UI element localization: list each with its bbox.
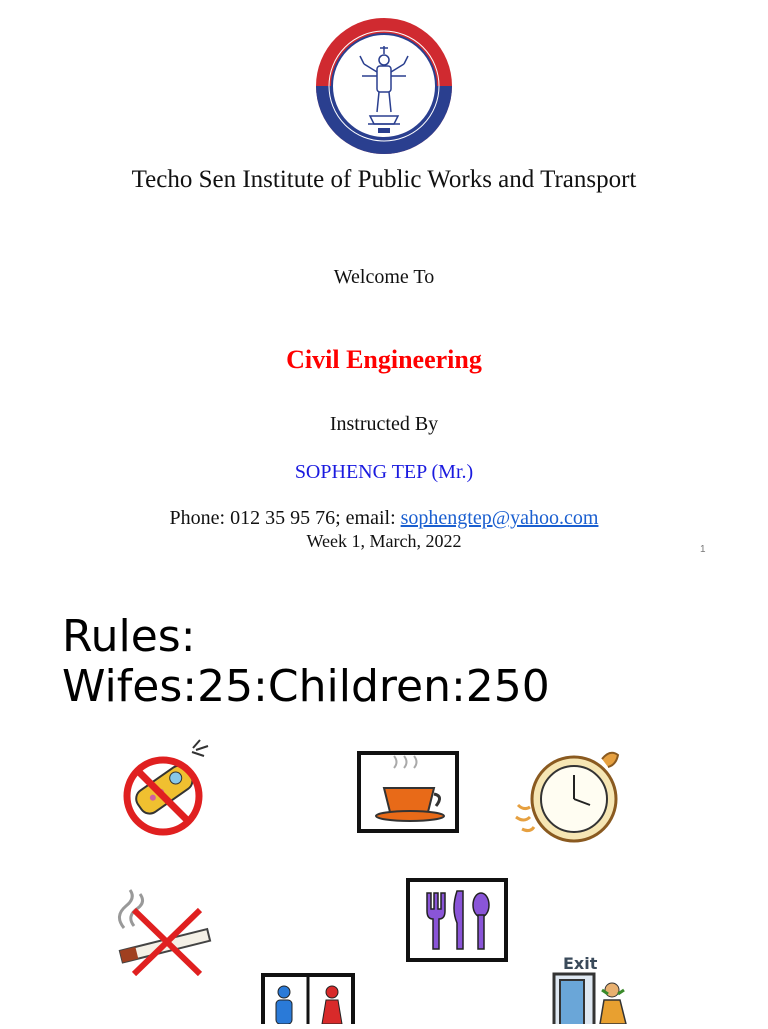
no-smoking-icon xyxy=(104,888,214,976)
restroom-icon xyxy=(260,972,356,1024)
institute-name: Techo Sen Institute of Public Works and Transport xyxy=(131,166,637,193)
contact-line xyxy=(0,507,768,530)
no-phone-icon xyxy=(108,738,218,838)
page-number: 1 xyxy=(700,544,706,555)
rules-line-2: Wifes:25:Children:250 xyxy=(62,661,550,712)
institute-logo xyxy=(314,16,454,156)
week-date: Week 1, March, 2022 xyxy=(306,531,462,551)
instructor-name: SOPHENG TEP (Mr.) xyxy=(294,461,474,483)
instructed-by-label: Instructed By xyxy=(329,413,439,435)
phone-text: Phone: 012 35 95 76; email: xyxy=(169,507,401,529)
email-link[interactable]: sophengtep@yahoo.com xyxy=(400,507,599,529)
rules-line-1: Rules: xyxy=(62,611,196,662)
rules-heading xyxy=(62,612,550,712)
coffee-cup-icon xyxy=(356,750,460,834)
cutlery-icon xyxy=(405,877,509,963)
exit-label: Exit xyxy=(563,954,598,973)
stopwatch-icon xyxy=(512,745,624,851)
exit-door-icon xyxy=(548,970,632,1024)
welcome-text: Welcome To xyxy=(333,266,435,288)
course-title: Civil Engineering xyxy=(286,345,482,374)
